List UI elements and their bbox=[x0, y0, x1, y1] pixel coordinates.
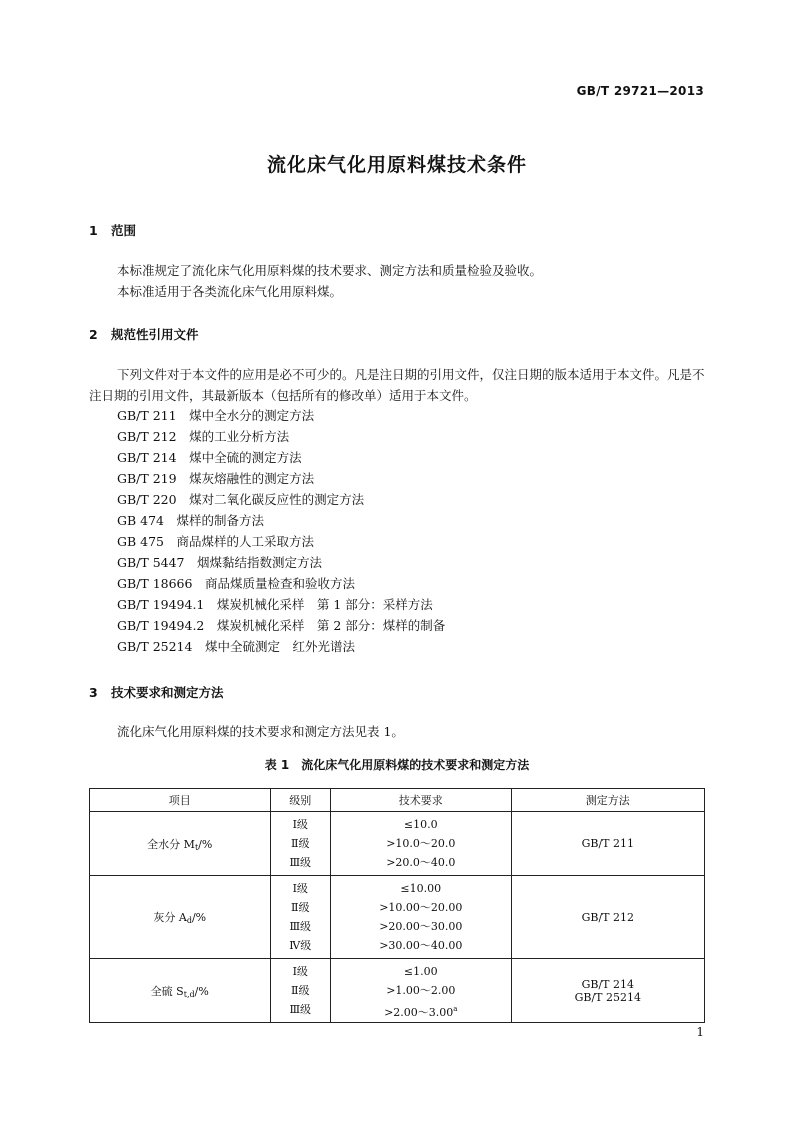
reference-code: GB/T 25214 bbox=[117, 639, 193, 654]
method-cell: GB/T 212 bbox=[511, 876, 704, 959]
list-item bbox=[117, 615, 445, 636]
list-item bbox=[117, 531, 445, 552]
table-row bbox=[90, 959, 705, 1023]
reference-code: GB/T 19494.2 bbox=[117, 618, 205, 633]
list-item bbox=[117, 426, 445, 447]
reference-title: 煤样的制备方法 bbox=[176, 513, 265, 528]
section-title: 技术要求和测定方法 bbox=[111, 685, 224, 700]
requirement-cell: ≤10.0 >10.0～20.0 >20.0～40.0 bbox=[331, 812, 512, 876]
section-1-heading bbox=[89, 221, 136, 239]
scope-line-2: 本标准适用于各类流化床气化用原料煤。 bbox=[117, 284, 343, 299]
reference-title: 烟煤黏结指数测定方法 bbox=[197, 555, 323, 570]
reference-code: GB/T 212 bbox=[117, 429, 177, 444]
reference-title: 煤中全水分的测定方法 bbox=[189, 408, 315, 423]
item-cell: 全硫 $S_{t,d}/\%$ bbox=[90, 959, 271, 1023]
document-title: 流化床气化用原料煤技术条件 bbox=[266, 154, 527, 176]
list-item bbox=[117, 468, 445, 489]
section-number: 2 bbox=[89, 327, 98, 342]
list-item bbox=[117, 552, 445, 573]
section-title: 规范性引用文件 bbox=[111, 327, 199, 342]
reference-code: GB/T 220 bbox=[117, 492, 177, 507]
reference-code: GB/T 219 bbox=[117, 471, 177, 486]
list-item bbox=[117, 573, 445, 594]
reference-title: 煤对二氧化碳反应性的测定方法 bbox=[189, 492, 365, 507]
technical-requirements-intro: 流化床气化用原料煤的技术要求和测定方法见表 1。 bbox=[117, 724, 404, 739]
reference-code: GB/T 214 bbox=[117, 450, 177, 465]
reference-list bbox=[117, 405, 445, 657]
list-item bbox=[117, 489, 445, 510]
section-number: 1 bbox=[89, 223, 98, 238]
reference-code: GB/T 18666 bbox=[117, 576, 193, 591]
normative-references-intro: 下列文件对于本文件的应用是必不可少的。凡是注日期的引用文件，仅注日期的版本适用于本文件。凡是不注日期的引用文件，其最新版本（包括所有的修改单）适用于本文件。 bbox=[89, 367, 705, 403]
item-cell: 灰分 $A_d/\%$ bbox=[90, 876, 271, 959]
column-header: 级别 bbox=[270, 789, 331, 812]
section-2-heading bbox=[89, 325, 199, 343]
table-row bbox=[90, 876, 705, 959]
reference-code: GB 474 bbox=[117, 513, 165, 528]
grade-cell: Ⅰ级 Ⅱ级 Ⅲ级 Ⅳ级 bbox=[270, 876, 331, 959]
grade-cell: Ⅰ级 Ⅱ级 Ⅲ级 bbox=[270, 959, 331, 1023]
method-cell: GB/T 211 bbox=[511, 812, 704, 876]
scope-line-1: 本标准规定了流化床气化用原料煤的技术要求、测定方法和质量检验及验收。 bbox=[117, 263, 543, 278]
reference-title: 煤灰熔融性的测定方法 bbox=[189, 471, 315, 486]
column-header: 项目 bbox=[90, 789, 271, 812]
table-caption: 表 1 流化床气化用原料煤的技术要求和测定方法 bbox=[264, 758, 530, 772]
column-header: 测定方法 bbox=[511, 789, 704, 812]
reference-title: 煤中全硫的测定方法 bbox=[189, 450, 302, 465]
list-item bbox=[117, 594, 445, 615]
table-header-row bbox=[90, 789, 705, 812]
reference-title: 煤中全硫测定 红外光谱法 bbox=[204, 639, 355, 654]
standard-number: GB/T 29721—2013 bbox=[576, 84, 704, 98]
footnote-mark: a bbox=[453, 1005, 458, 1013]
list-item bbox=[117, 447, 445, 468]
grade-cell: Ⅰ级 Ⅱ级 Ⅲ级 bbox=[270, 812, 331, 876]
reference-code: GB/T 19494.1 bbox=[117, 597, 205, 612]
method-cell: GB/T 214 GB/T 25214 bbox=[511, 959, 704, 1023]
reference-title: 煤的工业分析方法 bbox=[189, 429, 290, 444]
reference-title: 煤炭机械化采样 第 2 部分：煤样的制备 bbox=[216, 618, 446, 633]
reference-code: GB 475 bbox=[117, 534, 165, 549]
section-3-heading bbox=[89, 683, 224, 701]
page-number: 1 bbox=[696, 1025, 704, 1039]
reference-title: 煤炭机械化采样 第 1 部分：采样方法 bbox=[216, 597, 433, 612]
reference-title: 商品煤样的人工采取方法 bbox=[176, 534, 315, 549]
list-item bbox=[117, 510, 445, 531]
list-item bbox=[117, 636, 445, 657]
requirement-cell: ≤10.00 >10.00～20.00 >20.00～30.00 >30.00～40.00 bbox=[331, 876, 512, 959]
section-title: 范围 bbox=[111, 223, 137, 238]
item-cell: 全水分 $M_t/\%$ bbox=[90, 812, 271, 876]
list-item bbox=[117, 405, 445, 426]
table-row bbox=[90, 812, 705, 876]
reference-code: GB/T 5447 bbox=[117, 555, 185, 570]
reference-code: GB/T 211 bbox=[117, 408, 177, 423]
column-header: 技术要求 bbox=[331, 789, 512, 812]
section-number: 3 bbox=[89, 685, 98, 700]
requirement-cell: ≤1.00 >1.00～2.00 >2.00～3.00$^a$ bbox=[331, 959, 512, 1023]
reference-title: 商品煤质量检查和验收方法 bbox=[204, 576, 355, 591]
requirements-table bbox=[89, 788, 705, 1023]
